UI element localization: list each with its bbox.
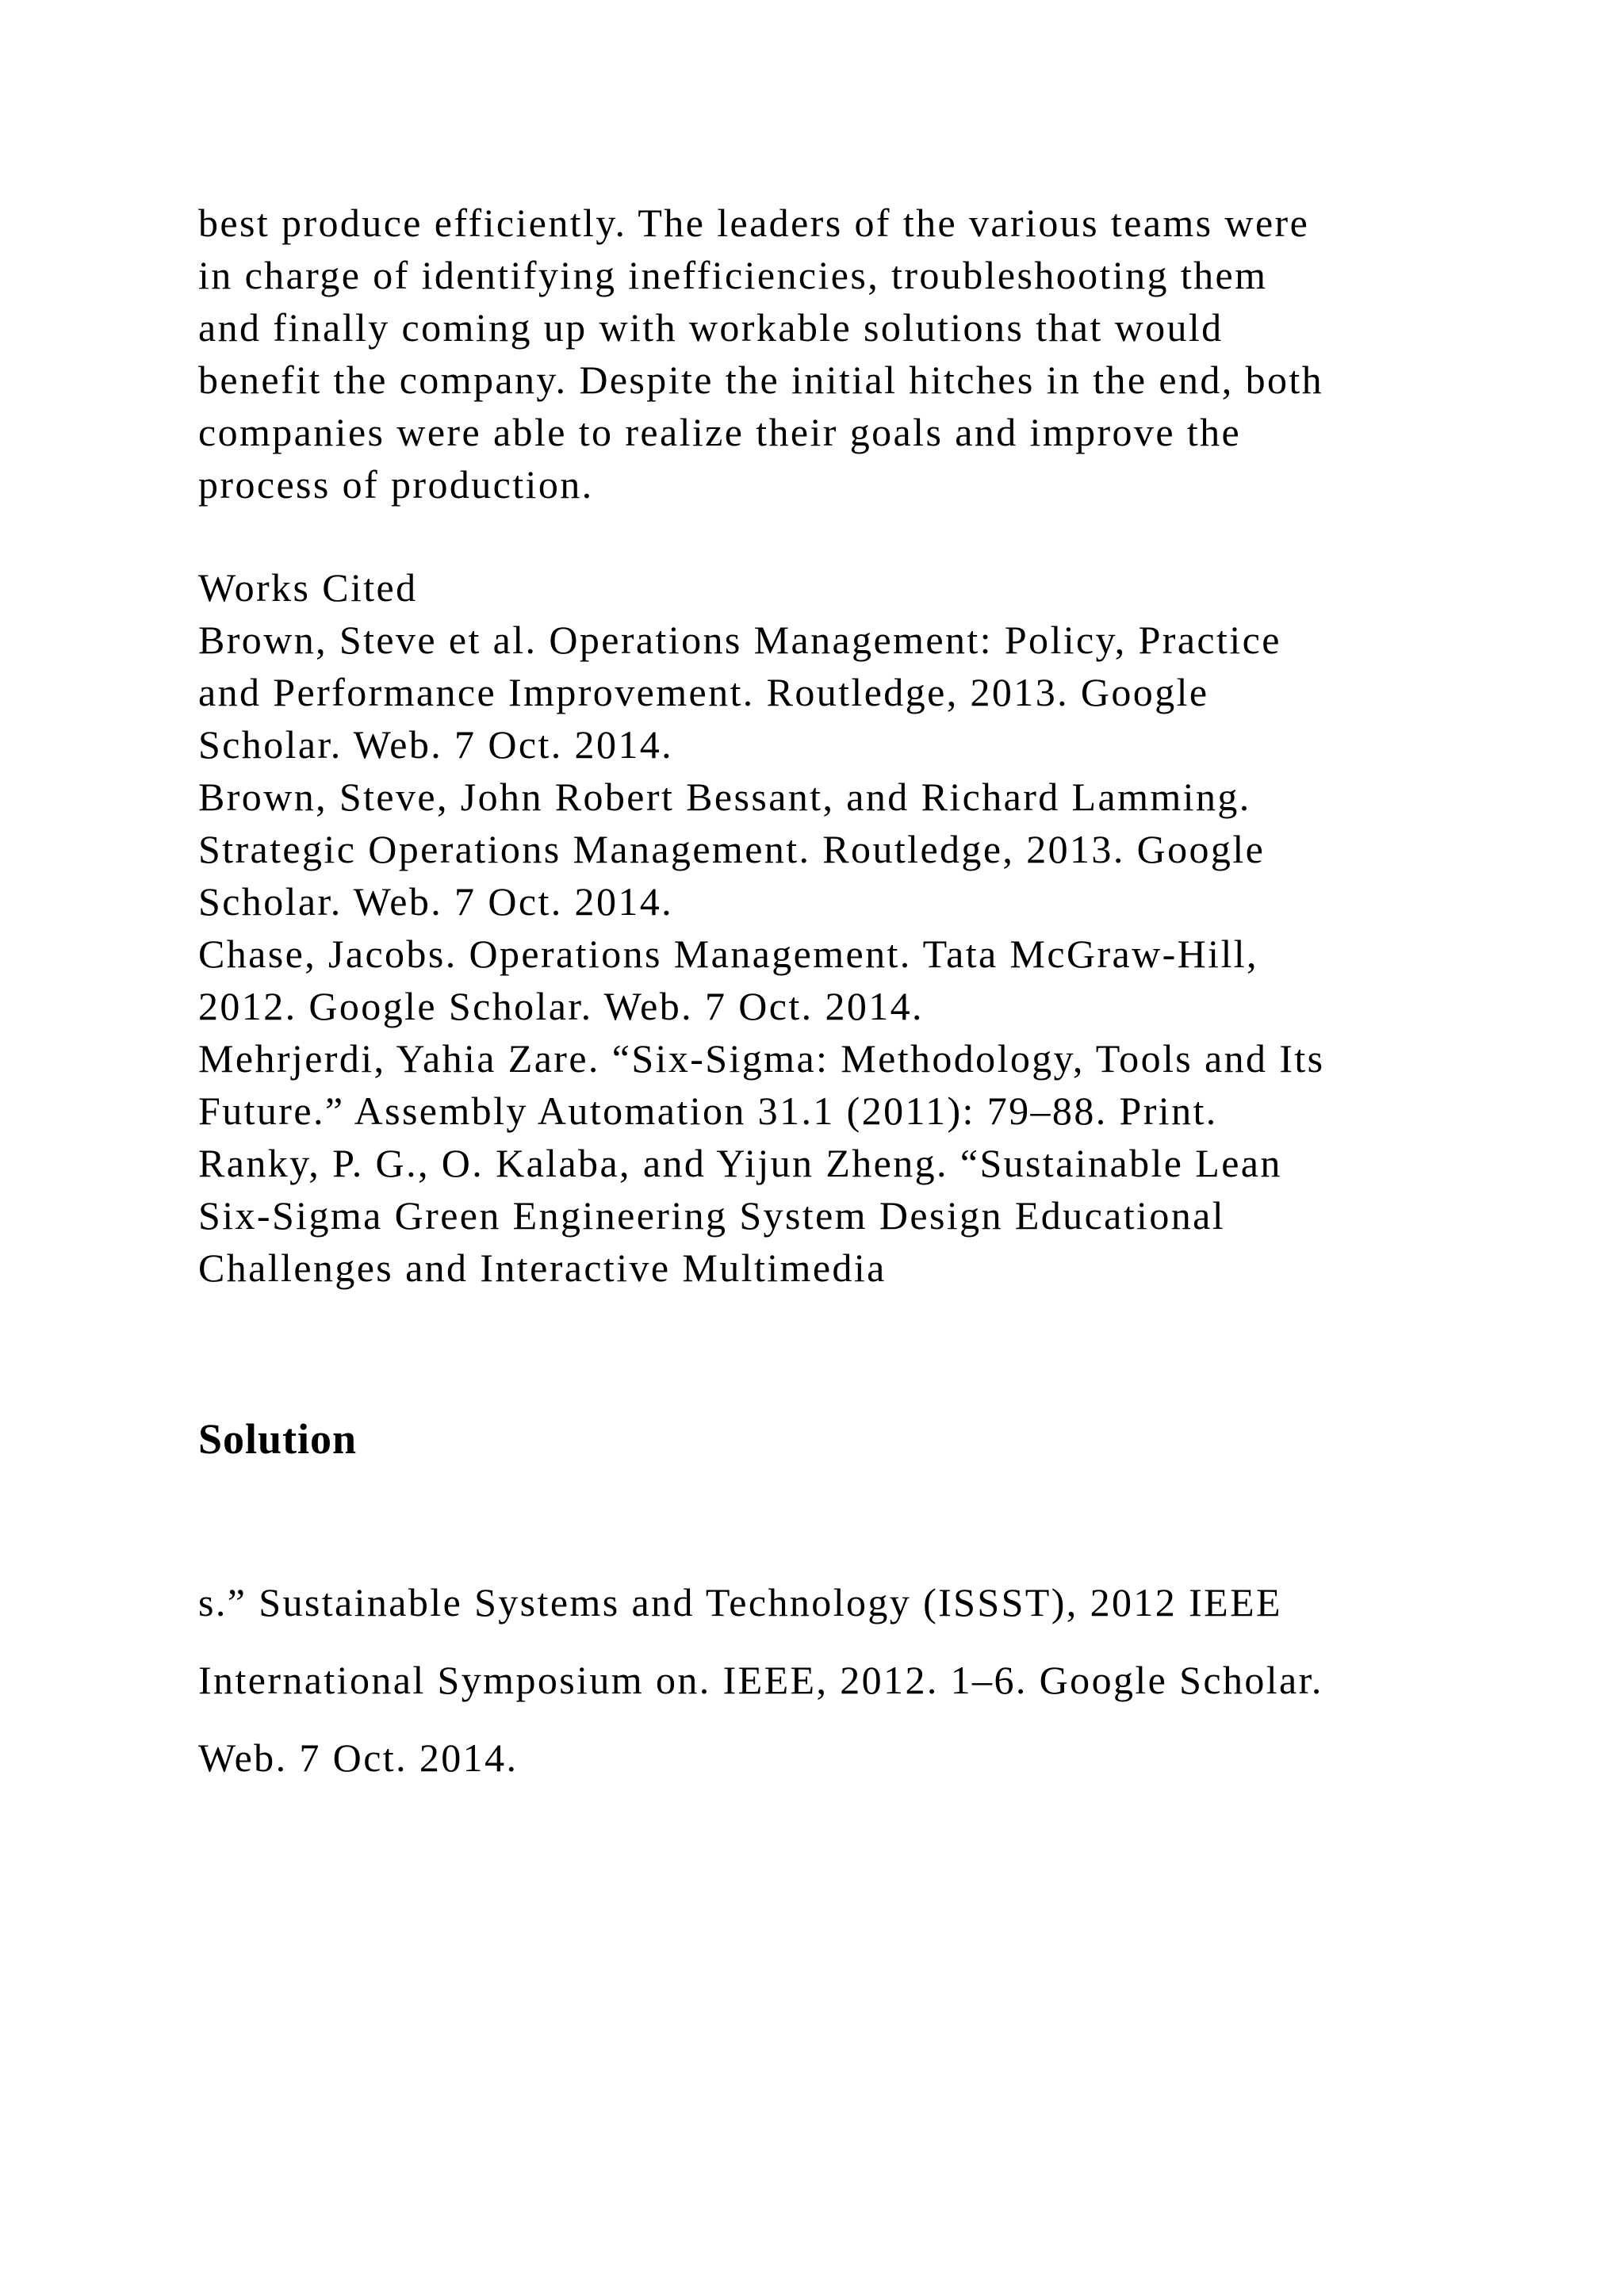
citation-line: Mehrjerdi, Yahia Zare. “Six-Sigma: Methodology, Tools and Its: [198, 1036, 1325, 1081]
paragraph-line: and finally coming up with workable solutions that would: [198, 305, 1224, 350]
paragraph-line: benefit the company. Despite the initial hitches in the end, both: [198, 358, 1324, 402]
solution-line: s.” Sustainable Systems and Technology (ISSST), 2012 IEEE: [198, 1580, 1282, 1624]
paragraph-line: process of production.: [198, 462, 594, 507]
citation-line: Scholar. Web. 7 Oct. 2014.: [198, 879, 674, 924]
citation-line: 2012. Google Scholar. Web. 7 Oct. 2014.: [198, 984, 924, 1028]
solution-heading: Solution: [198, 1415, 358, 1463]
solution-line: International Symposium on. IEEE, 2012. 1–6. Google Scholar.: [198, 1658, 1323, 1702]
works-cited-section: [198, 561, 1507, 1294]
citation-line: Chase, Jacobs. Operations Management. Tata McGraw-Hill,: [198, 932, 1258, 976]
body-paragraph: [198, 197, 1507, 511]
citation-line: Six-Sigma Green Engineering System Design Educational: [198, 1193, 1226, 1238]
citation-line: Strategic Operations Management. Routledge, 2013. Google: [198, 827, 1266, 871]
citation-line: Challenges and Interactive Multimedia: [198, 1246, 887, 1290]
citation-line: Ranky, P. G., O. Kalaba, and Yijun Zheng. “Sustainable Lean: [198, 1141, 1282, 1185]
citation-line: Scholar. Web. 7 Oct. 2014.: [198, 722, 674, 767]
solution-line: Web. 7 Oct. 2014.: [198, 1735, 519, 1780]
citation-line: Brown, Steve et al. Operations Management: Policy, Practice: [198, 618, 1281, 662]
works-cited-title: Works Cited: [198, 565, 418, 610]
paragraph-line: in charge of identifying inefficiencies, troubleshooting them: [198, 253, 1268, 297]
citation-line: Future.” Assembly Automation 31.1 (2011): 79–88. Print.: [198, 1089, 1218, 1133]
citation-line: and Performance Improvement. Routledge, 2013. Google: [198, 670, 1209, 714]
paragraph-line: companies were able to realize their goals and improve the: [198, 410, 1242, 454]
citation-line: Brown, Steve, John Robert Bessant, and Richard Lamming.: [198, 775, 1251, 819]
solution-paragraph: [198, 1576, 1507, 1809]
paragraph-line: best produce efficiently. The leaders of the various teams were: [198, 201, 1310, 245]
